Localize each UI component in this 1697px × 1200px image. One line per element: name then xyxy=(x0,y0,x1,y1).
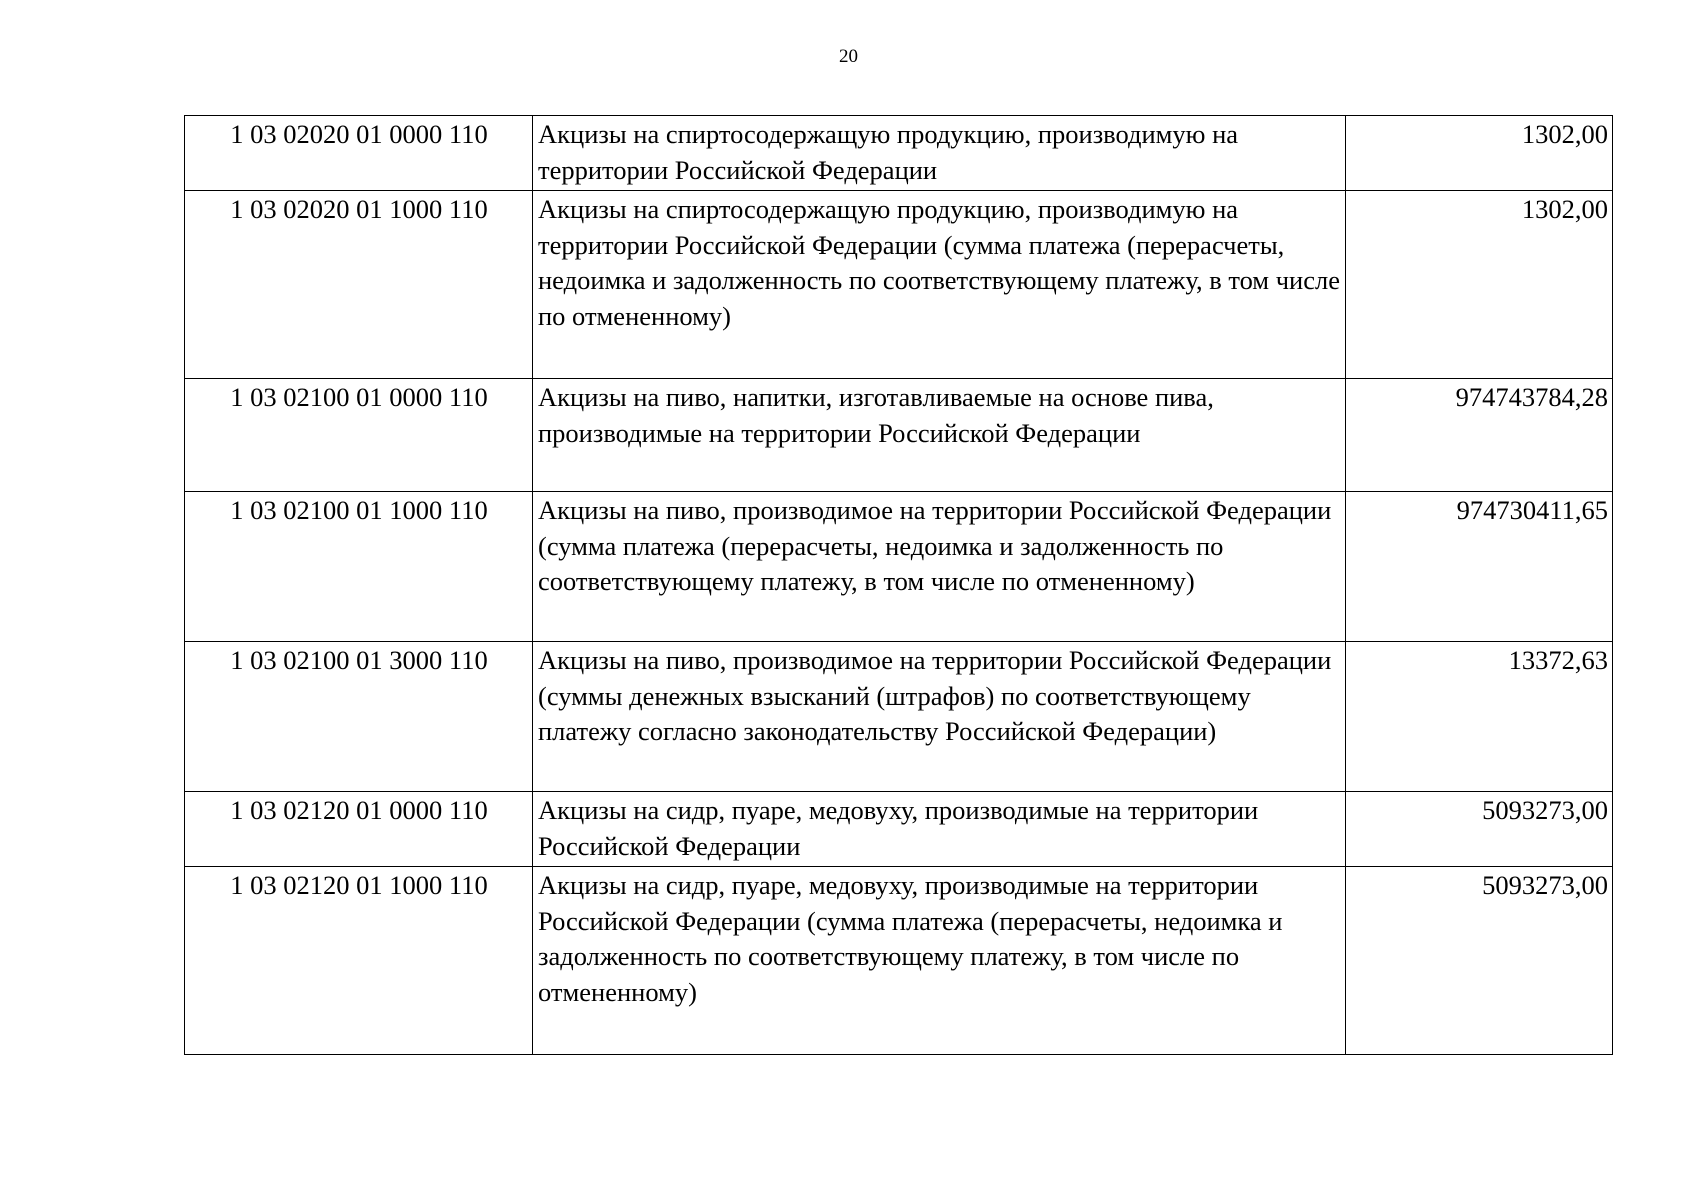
description-cell: Акцизы на спиртосодержащую продукцию, производимую на территории Российской Федерации xyxy=(533,116,1346,191)
table-row xyxy=(185,642,1613,792)
table-row xyxy=(185,379,1613,492)
budget-code-cell: 1 03 02120 01 1000 110 xyxy=(185,867,533,1055)
description-cell: Акцизы на сидр, пуаре, медовуху, производимые на территории Российской Федерации xyxy=(533,792,1346,867)
description-cell: Акцизы на сидр, пуаре, медовуху, производимые на территории Российской Федерации (сумма платежа (перерасчеты, недоимка и задолженность по соответствующему платежу, в том числе по отмененному) xyxy=(533,867,1346,1055)
description-cell: Акцизы на пиво, производимое на территории Российской Федерации (сумма платежа (перерасчеты, недоимка и задолженность по соответствующему платежу, в том числе по отмененному) xyxy=(533,492,1346,642)
table-row xyxy=(185,492,1613,642)
amount-cell: 5093273,00 xyxy=(1346,867,1613,1055)
amount-cell: 974743784,28 xyxy=(1346,379,1613,492)
budget-code-cell: 1 03 02100 01 0000 110 xyxy=(185,379,533,492)
table-row xyxy=(185,191,1613,379)
description-cell: Акцизы на пиво, производимое на территории Российской Федерации (суммы денежных взысканий (штрафов) по соответствующему платежу согласно законодательству Российской Федерации) xyxy=(533,642,1346,792)
description-cell: Акцизы на пиво, напитки, изготавливаемые на основе пива, производимые на территории Российской Федерации xyxy=(533,379,1346,492)
budget-code-cell: 1 03 02020 01 1000 110 xyxy=(185,191,533,379)
description-cell: Акцизы на спиртосодержащую продукцию, производимую на территории Российской Федерации (сумма платежа (перерасчеты, недоимка и задолженность по соответствующему платежу, в том числе по отмененному) xyxy=(533,191,1346,379)
budget-code-cell: 1 03 02120 01 0000 110 xyxy=(185,792,533,867)
table-row xyxy=(185,867,1613,1055)
amount-cell: 13372,63 xyxy=(1346,642,1613,792)
budget-code-cell: 1 03 02100 01 1000 110 xyxy=(185,492,533,642)
amount-cell: 1302,00 xyxy=(1346,191,1613,379)
budget-code-cell: 1 03 02100 01 3000 110 xyxy=(185,642,533,792)
page-number: 20 xyxy=(839,46,858,67)
table-row xyxy=(185,116,1613,191)
table-row xyxy=(185,792,1613,867)
amount-cell: 5093273,00 xyxy=(1346,792,1613,867)
budget-code-cell: 1 03 02020 01 0000 110 xyxy=(185,116,533,191)
amount-cell: 974730411,65 xyxy=(1346,492,1613,642)
budget-revenue-table xyxy=(184,115,1613,1055)
amount-cell: 1302,00 xyxy=(1346,116,1613,191)
